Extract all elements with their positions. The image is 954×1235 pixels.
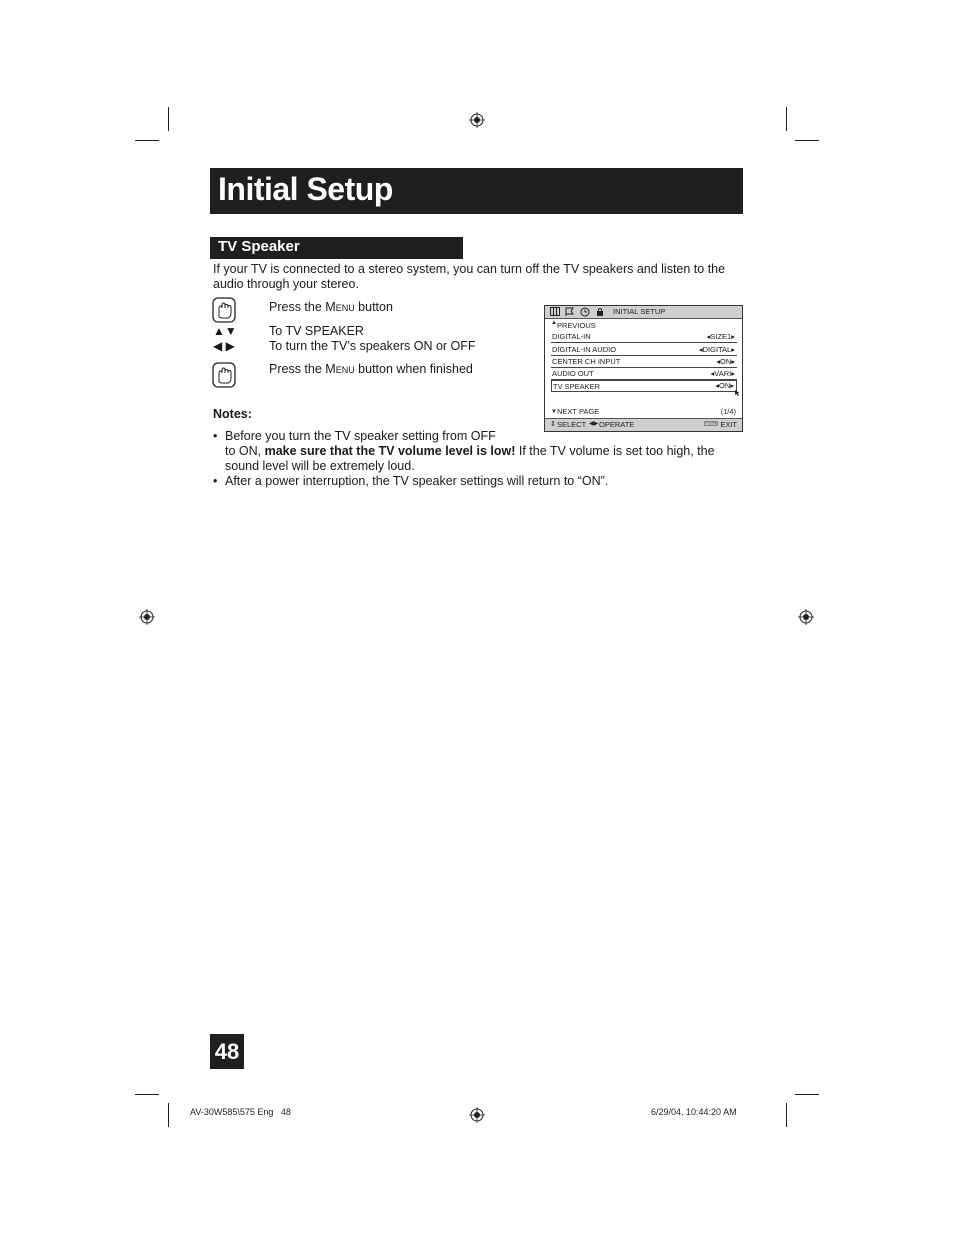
crop-mark <box>168 1103 169 1127</box>
left-right-operate-icon: ◀▶ <box>589 421 599 427</box>
down-arrow-icon: ▼ <box>551 409 557 415</box>
osd-row-label: AUDIO OUT <box>552 369 594 378</box>
registration-mark-icon <box>139 609 155 625</box>
osd-tab-icons <box>550 307 604 317</box>
crop-mark <box>786 107 787 131</box>
osd-row-digital-in[interactable] <box>551 331 737 343</box>
osd-row-center-ch-input[interactable] <box>551 356 737 368</box>
footer-file-info: AV-30W585\575 Eng 48 <box>190 1107 291 1117</box>
menu-key-label: Menu <box>325 362 355 376</box>
osd-row-value: ◂DIGITAL▸ <box>698 345 735 354</box>
note-1-line-1: Before you turn the TV speaker setting from OFF <box>225 429 496 443</box>
crop-mark <box>795 1094 819 1095</box>
osd-operate-label: OPERATE <box>599 420 635 429</box>
step-press-menu-finished <box>269 362 473 377</box>
note-1-line-2 <box>225 444 715 459</box>
osd-row-value: ◂ON▸ <box>716 357 735 366</box>
step-text: Press the <box>269 300 326 314</box>
left-right-arrow-icon: ◀ ▶ <box>213 339 235 353</box>
step-toggle-speakers: To turn the TV’s speakers ON or OFF <box>269 339 476 353</box>
intro-text: If your TV is connected to a stereo system, you can turn off the TV speakers and listen to the audio through your stereo. <box>213 262 726 291</box>
page-number: 48 <box>210 1034 244 1069</box>
notes-heading: Notes: <box>213 407 252 421</box>
step-text: Press the <box>269 362 326 376</box>
note-2: After a power interruption, the TV speaker settings will return to “ON”. <box>225 474 609 488</box>
crop-mark <box>135 1094 159 1095</box>
osd-header-title: INITIAL SETUP <box>613 307 666 316</box>
crop-mark <box>795 140 819 141</box>
section-header-bar <box>210 237 463 259</box>
osd-row-audio-out[interactable] <box>551 368 737 380</box>
up-down-arrow-icon: ▲▼ <box>213 324 237 338</box>
osd-row-value: ◂VARI▸ <box>710 369 735 378</box>
crop-mark <box>135 140 159 141</box>
up-arrow-icon: ▲ <box>551 320 557 326</box>
osd-row-label: CENTER CH INPUT <box>552 357 621 366</box>
footer-timestamp: 6/29/04, 10:44:20 AM <box>651 1107 737 1117</box>
osd-exit-label[interactable]: EXIT <box>720 420 737 429</box>
crop-mark <box>786 1103 787 1127</box>
note-bullet: • <box>213 474 218 488</box>
page-title: Initial Setup <box>218 171 393 207</box>
menu-key-label: Menu <box>325 300 355 314</box>
step-to-tv-speaker: To TV SPEAKER <box>269 324 364 338</box>
step-press-menu <box>269 300 393 315</box>
page-title-bar <box>210 168 743 214</box>
osd-row-label: DIGITAL-IN <box>552 332 591 341</box>
step-text: button <box>354 300 393 314</box>
up-down-select-icon: ⇕ <box>550 421 556 428</box>
section-title: TV Speaker <box>218 238 300 255</box>
note-bullet: • <box>213 429 218 443</box>
cursor-pointer-icon <box>735 390 741 396</box>
press-button-hand-icon <box>212 297 236 323</box>
crop-mark <box>168 107 169 131</box>
osd-header <box>545 306 742 319</box>
registration-mark-icon <box>469 112 485 128</box>
osd-row-label: DIGITAL-IN AUDIO <box>552 345 617 354</box>
registration-mark-icon <box>798 609 814 625</box>
registration-mark-icon <box>469 1107 485 1123</box>
note-text: If the TV volume is set too high, the <box>515 444 715 458</box>
osd-next-page[interactable]: NEXT PAGE <box>557 407 600 416</box>
osd-row-value: ◂SIZE1▸ <box>706 332 735 341</box>
osd-row-tv-speaker-selected[interactable] <box>551 380 737 392</box>
note-warning-text: make sure that the TV volume level is low! <box>264 444 516 458</box>
osd-row-value: ◂ON▸ <box>715 381 734 390</box>
osd-select-label: SELECT <box>557 420 587 429</box>
press-button-hand-icon <box>212 362 236 388</box>
osd-row-label: TV SPEAKER <box>553 382 601 391</box>
note-1-line-3: sound level will be extremely loud. <box>225 459 415 473</box>
note-text: to ON, <box>225 444 265 458</box>
step-text: button when finished <box>354 362 473 376</box>
osd-page-indicator: (1/4) <box>720 407 736 416</box>
osd-previous[interactable]: PREVIOUS <box>557 321 596 330</box>
osd-menu-screen <box>544 305 743 432</box>
menu-key-icon: MENU <box>705 421 717 426</box>
osd-footer <box>545 418 742 431</box>
osd-row-digital-in-audio[interactable] <box>551 344 737 356</box>
